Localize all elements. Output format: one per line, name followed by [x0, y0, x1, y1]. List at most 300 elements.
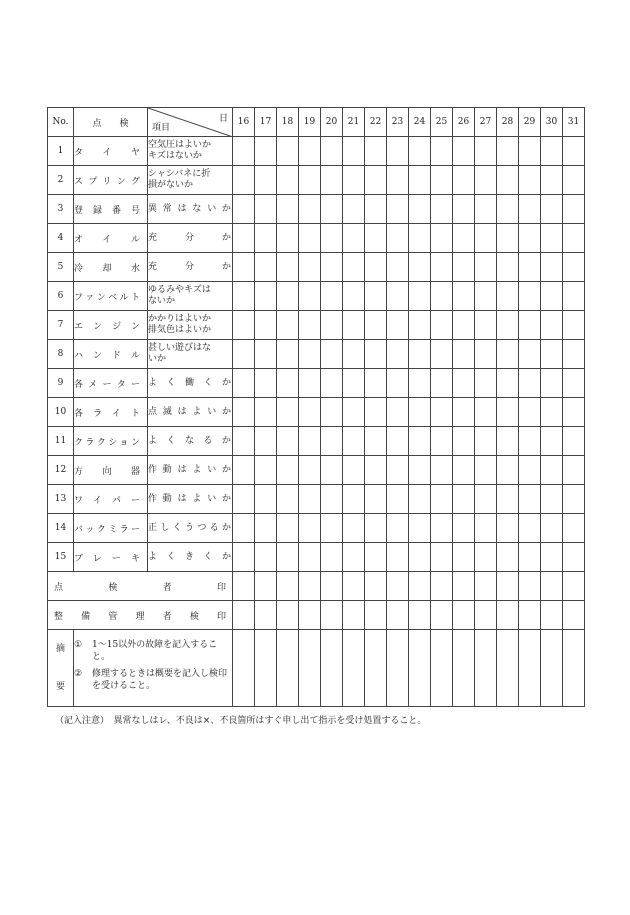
- row-11-day-20-cell[interactable]: [321, 427, 343, 456]
- inspector-seal-day-28-cell[interactable]: [497, 572, 519, 601]
- row-13-day-27-cell[interactable]: [475, 485, 497, 514]
- row-4-day-19-cell[interactable]: [299, 224, 321, 253]
- row-13-day-22-cell[interactable]: [365, 485, 387, 514]
- inspection-item-line: よく働くか: [148, 377, 231, 388]
- row-10-day-23-cell[interactable]: [387, 398, 409, 427]
- row-9-day-21-cell[interactable]: [343, 369, 365, 398]
- row-7-day-18-cell[interactable]: [277, 311, 299, 340]
- row-6-day-18-cell[interactable]: [277, 282, 299, 311]
- row-7-day-28-cell[interactable]: [497, 311, 519, 340]
- row-3-day-26-cell[interactable]: [453, 195, 475, 224]
- row-14-day-24-cell[interactable]: [409, 514, 431, 543]
- row-9-day-17-cell[interactable]: [255, 369, 277, 398]
- row-10-day-29-cell[interactable]: [519, 398, 541, 427]
- row-15-day-25-cell[interactable]: [431, 543, 453, 572]
- row-4-day-24-cell[interactable]: [409, 224, 431, 253]
- inspector-seal-day-18-cell[interactable]: [277, 572, 299, 601]
- row-3-day-30-cell[interactable]: [541, 195, 563, 224]
- row-2-day-27-cell[interactable]: [475, 166, 497, 195]
- row-9-day-23-cell[interactable]: [387, 369, 409, 398]
- row-8-day-30-cell[interactable]: [541, 340, 563, 369]
- row-7-day-27-cell[interactable]: [475, 311, 497, 340]
- memo-day-21-cell[interactable]: [343, 630, 365, 707]
- row-4-day-30-cell[interactable]: [541, 224, 563, 253]
- inspector-seal-day-20-cell[interactable]: [321, 572, 343, 601]
- row-5-day-27-cell[interactable]: [475, 253, 497, 282]
- row-11-day-21-cell[interactable]: [343, 427, 365, 456]
- row-13-day-17-cell[interactable]: [255, 485, 277, 514]
- row-12-day-23-cell[interactable]: [387, 456, 409, 485]
- row-7-day-31-cell[interactable]: [563, 311, 585, 340]
- row-3-day-27-cell[interactable]: [475, 195, 497, 224]
- row-4-day-26-cell[interactable]: [453, 224, 475, 253]
- inspector-seal-day-19-cell[interactable]: [299, 572, 321, 601]
- row-2-day-22-cell[interactable]: [365, 166, 387, 195]
- manager-seal-day-19-cell[interactable]: [299, 601, 321, 630]
- row-9-day-22-cell[interactable]: [365, 369, 387, 398]
- manager-seal-day-25-cell[interactable]: [431, 601, 453, 630]
- inspector-seal-day-30-cell[interactable]: [541, 572, 563, 601]
- row-15-day-30-cell[interactable]: [541, 543, 563, 572]
- row-1-day-16-cell[interactable]: [233, 137, 255, 166]
- row-14-day-20-cell[interactable]: [321, 514, 343, 543]
- row-11-day-31-cell[interactable]: [563, 427, 585, 456]
- row-13-day-21-cell[interactable]: [343, 485, 365, 514]
- row-6-day-16-cell[interactable]: [233, 282, 255, 311]
- row-14-day-17-cell[interactable]: [255, 514, 277, 543]
- row-7-day-30-cell[interactable]: [541, 311, 563, 340]
- row-2-day-29-cell[interactable]: [519, 166, 541, 195]
- inspector-seal-day-22-cell[interactable]: [365, 572, 387, 601]
- row-9-day-16-cell[interactable]: [233, 369, 255, 398]
- row-6-day-29-cell[interactable]: [519, 282, 541, 311]
- row-4-day-21-cell[interactable]: [343, 224, 365, 253]
- memo-day-31-cell[interactable]: [563, 630, 585, 707]
- row-6-day-21-cell[interactable]: [343, 282, 365, 311]
- row-3-day-20-cell[interactable]: [321, 195, 343, 224]
- row-13-day-29-cell[interactable]: [519, 485, 541, 514]
- row-number: 3: [48, 195, 74, 224]
- row-12-day-30-cell[interactable]: [541, 456, 563, 485]
- row-13-day-24-cell[interactable]: [409, 485, 431, 514]
- inspection-target: エンジン: [74, 311, 148, 340]
- row-6-day-20-cell[interactable]: [321, 282, 343, 311]
- row-1-day-27-cell[interactable]: [475, 137, 497, 166]
- row-4-day-20-cell[interactable]: [321, 224, 343, 253]
- row-7-day-20-cell[interactable]: [321, 311, 343, 340]
- memo-day-17-cell[interactable]: [255, 630, 277, 707]
- memo-day-18-cell[interactable]: [277, 630, 299, 707]
- row-15-day-19-cell[interactable]: [299, 543, 321, 572]
- row-4-day-23-cell[interactable]: [387, 224, 409, 253]
- row-9-day-29-cell[interactable]: [519, 369, 541, 398]
- row-8-day-27-cell[interactable]: [475, 340, 497, 369]
- inspection-item-line: 甚しい遊びはな: [148, 343, 212, 353]
- memo-day-28-cell[interactable]: [497, 630, 519, 707]
- row-1-day-26-cell[interactable]: [453, 137, 475, 166]
- row-10-day-27-cell[interactable]: [475, 398, 497, 427]
- manager-seal-day-26-cell[interactable]: [453, 601, 475, 630]
- row-12-day-29-cell[interactable]: [519, 456, 541, 485]
- row-12-day-18-cell[interactable]: [277, 456, 299, 485]
- row-number: 6: [48, 282, 74, 311]
- row-14-day-31-cell[interactable]: [563, 514, 585, 543]
- row-10-day-18-cell[interactable]: [277, 398, 299, 427]
- row-11-day-17-cell[interactable]: [255, 427, 277, 456]
- row-12-day-25-cell[interactable]: [431, 456, 453, 485]
- manager-seal-day-28-cell[interactable]: [497, 601, 519, 630]
- row-9-day-26-cell[interactable]: [453, 369, 475, 398]
- row-15-day-26-cell[interactable]: [453, 543, 475, 572]
- row-3-day-29-cell[interactable]: [519, 195, 541, 224]
- row-5-day-23-cell[interactable]: [387, 253, 409, 282]
- row-6-day-31-cell[interactable]: [563, 282, 585, 311]
- row-14-day-30-cell[interactable]: [541, 514, 563, 543]
- row-13-day-18-cell[interactable]: [277, 485, 299, 514]
- inspector-seal-day-29-cell[interactable]: [519, 572, 541, 601]
- row-9-day-24-cell[interactable]: [409, 369, 431, 398]
- row-14-day-25-cell[interactable]: [431, 514, 453, 543]
- row-3-day-31-cell[interactable]: [563, 195, 585, 224]
- row-11-day-30-cell[interactable]: [541, 427, 563, 456]
- row-11-day-16-cell[interactable]: [233, 427, 255, 456]
- row-13-day-30-cell[interactable]: [541, 485, 563, 514]
- row-10-day-24-cell[interactable]: [409, 398, 431, 427]
- row-11-day-22-cell[interactable]: [365, 427, 387, 456]
- row-2-day-19-cell[interactable]: [299, 166, 321, 195]
- memo-day-29-cell[interactable]: [519, 630, 541, 707]
- row-12-day-22-cell[interactable]: [365, 456, 387, 485]
- row-12-day-26-cell[interactable]: [453, 456, 475, 485]
- inspector-seal-day-16-cell[interactable]: [233, 572, 255, 601]
- manager-seal-day-27-cell[interactable]: [475, 601, 497, 630]
- row-8-day-16-cell[interactable]: [233, 340, 255, 369]
- manager-seal-label: 整備管理者検印: [48, 601, 233, 630]
- row-10-day-28-cell[interactable]: [497, 398, 519, 427]
- manager-seal-day-22-cell[interactable]: [365, 601, 387, 630]
- row-1-day-21-cell[interactable]: [343, 137, 365, 166]
- row-2-day-21-cell[interactable]: [343, 166, 365, 195]
- row-9-day-18-cell[interactable]: [277, 369, 299, 398]
- row-11-day-23-cell[interactable]: [387, 427, 409, 456]
- row-6-day-27-cell[interactable]: [475, 282, 497, 311]
- memo-day-23-cell[interactable]: [387, 630, 409, 707]
- manager-seal-day-18-cell[interactable]: [277, 601, 299, 630]
- row-8-day-17-cell[interactable]: [255, 340, 277, 369]
- row-12-day-19-cell[interactable]: [299, 456, 321, 485]
- row-5-day-25-cell[interactable]: [431, 253, 453, 282]
- row-9-day-28-cell[interactable]: [497, 369, 519, 398]
- row-11-day-28-cell[interactable]: [497, 427, 519, 456]
- row-8-day-26-cell[interactable]: [453, 340, 475, 369]
- row-1-day-30-cell[interactable]: [541, 137, 563, 166]
- row-3-day-19-cell[interactable]: [299, 195, 321, 224]
- row-1-day-29-cell[interactable]: [519, 137, 541, 166]
- row-2-day-26-cell[interactable]: [453, 166, 475, 195]
- row-13-day-31-cell[interactable]: [563, 485, 585, 514]
- manager-seal-day-16-cell[interactable]: [233, 601, 255, 630]
- row-1-day-25-cell[interactable]: [431, 137, 453, 166]
- row-4-day-17-cell[interactable]: [255, 224, 277, 253]
- row-14-day-19-cell[interactable]: [299, 514, 321, 543]
- row-10-day-20-cell[interactable]: [321, 398, 343, 427]
- row-15-day-24-cell[interactable]: [409, 543, 431, 572]
- manager-seal-day-24-cell[interactable]: [409, 601, 431, 630]
- memo-day-26-cell[interactable]: [453, 630, 475, 707]
- row-12-day-31-cell[interactable]: [563, 456, 585, 485]
- row-14-day-23-cell[interactable]: [387, 514, 409, 543]
- row-1-day-19-cell[interactable]: [299, 137, 321, 166]
- row-12-day-24-cell[interactable]: [409, 456, 431, 485]
- row-5-day-20-cell[interactable]: [321, 253, 343, 282]
- row-10-day-30-cell[interactable]: [541, 398, 563, 427]
- memo-day-19-cell[interactable]: [299, 630, 321, 707]
- row-6-day-22-cell[interactable]: [365, 282, 387, 311]
- row-11-day-27-cell[interactable]: [475, 427, 497, 456]
- row-1-day-28-cell[interactable]: [497, 137, 519, 166]
- row-6-day-25-cell[interactable]: [431, 282, 453, 311]
- row-7-day-29-cell[interactable]: [519, 311, 541, 340]
- row-3-day-17-cell[interactable]: [255, 195, 277, 224]
- row-4-day-25-cell[interactable]: [431, 224, 453, 253]
- row-14-day-26-cell[interactable]: [453, 514, 475, 543]
- row-9-day-25-cell[interactable]: [431, 369, 453, 398]
- row-2-day-25-cell[interactable]: [431, 166, 453, 195]
- row-1-day-17-cell[interactable]: [255, 137, 277, 166]
- row-1-day-22-cell[interactable]: [365, 137, 387, 166]
- row-8-day-28-cell[interactable]: [497, 340, 519, 369]
- row-15-day-23-cell[interactable]: [387, 543, 409, 572]
- row-5-day-16-cell[interactable]: [233, 253, 255, 282]
- row-12-day-27-cell[interactable]: [475, 456, 497, 485]
- row-8-day-23-cell[interactable]: [387, 340, 409, 369]
- day-header-20: 20: [321, 108, 343, 137]
- inspector-seal-day-26-cell[interactable]: [453, 572, 475, 601]
- row-2-day-28-cell[interactable]: [497, 166, 519, 195]
- row-14-day-28-cell[interactable]: [497, 514, 519, 543]
- row-3-day-25-cell[interactable]: [431, 195, 453, 224]
- row-13-day-28-cell[interactable]: [497, 485, 519, 514]
- row-4-day-16-cell[interactable]: [233, 224, 255, 253]
- row-11-day-18-cell[interactable]: [277, 427, 299, 456]
- row-7-day-19-cell[interactable]: [299, 311, 321, 340]
- row-5-day-26-cell[interactable]: [453, 253, 475, 282]
- row-14-day-16-cell[interactable]: [233, 514, 255, 543]
- row-10-day-19-cell[interactable]: [299, 398, 321, 427]
- row-6-day-19-cell[interactable]: [299, 282, 321, 311]
- memo-day-25-cell[interactable]: [431, 630, 453, 707]
- row-6-day-30-cell[interactable]: [541, 282, 563, 311]
- row-6-day-23-cell[interactable]: [387, 282, 409, 311]
- row-10-day-31-cell[interactable]: [563, 398, 585, 427]
- row-15-day-27-cell[interactable]: [475, 543, 497, 572]
- row-2-day-20-cell[interactable]: [321, 166, 343, 195]
- row-8-day-29-cell[interactable]: [519, 340, 541, 369]
- inspector-seal-day-21-cell[interactable]: [343, 572, 365, 601]
- inspector-seal-day-25-cell[interactable]: [431, 572, 453, 601]
- row-14-day-21-cell[interactable]: [343, 514, 365, 543]
- row-15-day-31-cell[interactable]: [563, 543, 585, 572]
- row-8-day-31-cell[interactable]: [563, 340, 585, 369]
- row-7-day-16-cell[interactable]: [233, 311, 255, 340]
- row-5-day-19-cell[interactable]: [299, 253, 321, 282]
- row-6-day-17-cell[interactable]: [255, 282, 277, 311]
- row-4-day-18-cell[interactable]: [277, 224, 299, 253]
- row-4-day-28-cell[interactable]: [497, 224, 519, 253]
- manager-seal-day-30-cell[interactable]: [541, 601, 563, 630]
- row-2-day-31-cell[interactable]: [563, 166, 585, 195]
- row-number: 9: [48, 369, 74, 398]
- row-15-day-20-cell[interactable]: [321, 543, 343, 572]
- row-5-day-31-cell[interactable]: [563, 253, 585, 282]
- row-12-day-20-cell[interactable]: [321, 456, 343, 485]
- row-2-day-23-cell[interactable]: [387, 166, 409, 195]
- day-header-26: 26: [453, 108, 475, 137]
- row-9-day-30-cell[interactable]: [541, 369, 563, 398]
- row-1-day-18-cell[interactable]: [277, 137, 299, 166]
- row-5-day-30-cell[interactable]: [541, 253, 563, 282]
- row-8-day-21-cell[interactable]: [343, 340, 365, 369]
- inspector-seal-day-24-cell[interactable]: [409, 572, 431, 601]
- inspector-seal-day-17-cell[interactable]: [255, 572, 277, 601]
- row-13-day-19-cell[interactable]: [299, 485, 321, 514]
- row-5-day-17-cell[interactable]: [255, 253, 277, 282]
- row-2-day-16-cell[interactable]: [233, 166, 255, 195]
- row-9-day-20-cell[interactable]: [321, 369, 343, 398]
- row-4-day-29-cell[interactable]: [519, 224, 541, 253]
- row-15-day-18-cell[interactable]: [277, 543, 299, 572]
- manager-seal-day-29-cell[interactable]: [519, 601, 541, 630]
- row-7-day-21-cell[interactable]: [343, 311, 365, 340]
- row-11-day-26-cell[interactable]: [453, 427, 475, 456]
- row-11-day-19-cell[interactable]: [299, 427, 321, 456]
- manager-seal-day-17-cell[interactable]: [255, 601, 277, 630]
- row-5-day-28-cell[interactable]: [497, 253, 519, 282]
- row-5-day-18-cell[interactable]: [277, 253, 299, 282]
- row-2-day-30-cell[interactable]: [541, 166, 563, 195]
- row-2-day-24-cell[interactable]: [409, 166, 431, 195]
- row-10-day-21-cell[interactable]: [343, 398, 365, 427]
- row-14-day-29-cell[interactable]: [519, 514, 541, 543]
- memo-day-16-cell[interactable]: [233, 630, 255, 707]
- row-13-day-16-cell[interactable]: [233, 485, 255, 514]
- row-3-day-18-cell[interactable]: [277, 195, 299, 224]
- row-3-day-21-cell[interactable]: [343, 195, 365, 224]
- row-7-day-24-cell[interactable]: [409, 311, 431, 340]
- row-14-day-18-cell[interactable]: [277, 514, 299, 543]
- row-5-day-21-cell[interactable]: [343, 253, 365, 282]
- row-10-day-26-cell[interactable]: [453, 398, 475, 427]
- row-12-day-16-cell[interactable]: [233, 456, 255, 485]
- row-9-day-31-cell[interactable]: [563, 369, 585, 398]
- row-4-day-27-cell[interactable]: [475, 224, 497, 253]
- manager-seal-day-31-cell[interactable]: [563, 601, 585, 630]
- row-10-day-25-cell[interactable]: [431, 398, 453, 427]
- row-1-day-31-cell[interactable]: [563, 137, 585, 166]
- row-7-day-22-cell[interactable]: [365, 311, 387, 340]
- row-3-day-23-cell[interactable]: [387, 195, 409, 224]
- row-7-day-25-cell[interactable]: [431, 311, 453, 340]
- row-4-day-22-cell[interactable]: [365, 224, 387, 253]
- row-13-day-20-cell[interactable]: [321, 485, 343, 514]
- row-11-day-24-cell[interactable]: [409, 427, 431, 456]
- row-3-day-28-cell[interactable]: [497, 195, 519, 224]
- row-8-day-20-cell[interactable]: [321, 340, 343, 369]
- row-11-day-25-cell[interactable]: [431, 427, 453, 456]
- row-8-day-25-cell[interactable]: [431, 340, 453, 369]
- row-3-day-16-cell[interactable]: [233, 195, 255, 224]
- row-3-day-24-cell[interactable]: [409, 195, 431, 224]
- row-10-day-16-cell[interactable]: [233, 398, 255, 427]
- row-6-day-26-cell[interactable]: [453, 282, 475, 311]
- manager-seal-row: [48, 601, 585, 630]
- memo-day-24-cell[interactable]: [409, 630, 431, 707]
- row-15-day-17-cell[interactable]: [255, 543, 277, 572]
- row-10-day-22-cell[interactable]: [365, 398, 387, 427]
- row-13-day-23-cell[interactable]: [387, 485, 409, 514]
- row-12-day-17-cell[interactable]: [255, 456, 277, 485]
- row-14-day-27-cell[interactable]: [475, 514, 497, 543]
- row-5-day-29-cell[interactable]: [519, 253, 541, 282]
- row-7-day-26-cell[interactable]: [453, 311, 475, 340]
- manager-seal-day-23-cell[interactable]: [387, 601, 409, 630]
- row-14-day-22-cell[interactable]: [365, 514, 387, 543]
- row-3-day-22-cell[interactable]: [365, 195, 387, 224]
- row-1-day-24-cell[interactable]: [409, 137, 431, 166]
- row-7-day-23-cell[interactable]: [387, 311, 409, 340]
- memo-day-30-cell[interactable]: [541, 630, 563, 707]
- row-8-day-24-cell[interactable]: [409, 340, 431, 369]
- row-5-day-24-cell[interactable]: [409, 253, 431, 282]
- inspector-seal-day-23-cell[interactable]: [387, 572, 409, 601]
- row-15-day-22-cell[interactable]: [365, 543, 387, 572]
- row-2-day-18-cell[interactable]: [277, 166, 299, 195]
- row-8-day-22-cell[interactable]: [365, 340, 387, 369]
- memo-day-22-cell[interactable]: [365, 630, 387, 707]
- row-10-day-17-cell[interactable]: [255, 398, 277, 427]
- row-15-day-21-cell[interactable]: [343, 543, 365, 572]
- memo-day-20-cell[interactable]: [321, 630, 343, 707]
- row-number: 15: [48, 543, 74, 572]
- inspector-seal-day-27-cell[interactable]: [475, 572, 497, 601]
- row-9-day-19-cell[interactable]: [299, 369, 321, 398]
- row-8-day-19-cell[interactable]: [299, 340, 321, 369]
- row-2-day-17-cell[interactable]: [255, 166, 277, 195]
- row-12-day-28-cell[interactable]: [497, 456, 519, 485]
- row-6-day-28-cell[interactable]: [497, 282, 519, 311]
- inspector-seal-day-31-cell[interactable]: [563, 572, 585, 601]
- row-15-day-16-cell[interactable]: [233, 543, 255, 572]
- row-1-day-23-cell[interactable]: [387, 137, 409, 166]
- row-4-day-31-cell[interactable]: [563, 224, 585, 253]
- manager-seal-day-20-cell[interactable]: [321, 601, 343, 630]
- row-9-day-27-cell[interactable]: [475, 369, 497, 398]
- memo-day-27-cell[interactable]: [475, 630, 497, 707]
- row-13-day-26-cell[interactable]: [453, 485, 475, 514]
- row-5-day-22-cell[interactable]: [365, 253, 387, 282]
- row-8-day-18-cell[interactable]: [277, 340, 299, 369]
- row-13-day-25-cell[interactable]: [431, 485, 453, 514]
- row-11-day-29-cell[interactable]: [519, 427, 541, 456]
- row-1-day-20-cell[interactable]: [321, 137, 343, 166]
- row-15-day-28-cell[interactable]: [497, 543, 519, 572]
- inspection-item-line: 排気色はよいか: [148, 325, 212, 335]
- row-6-day-24-cell[interactable]: [409, 282, 431, 311]
- manager-seal-day-21-cell[interactable]: [343, 601, 365, 630]
- row-12-day-21-cell[interactable]: [343, 456, 365, 485]
- row-15-day-29-cell[interactable]: [519, 543, 541, 572]
- row-7-day-17-cell[interactable]: [255, 311, 277, 340]
